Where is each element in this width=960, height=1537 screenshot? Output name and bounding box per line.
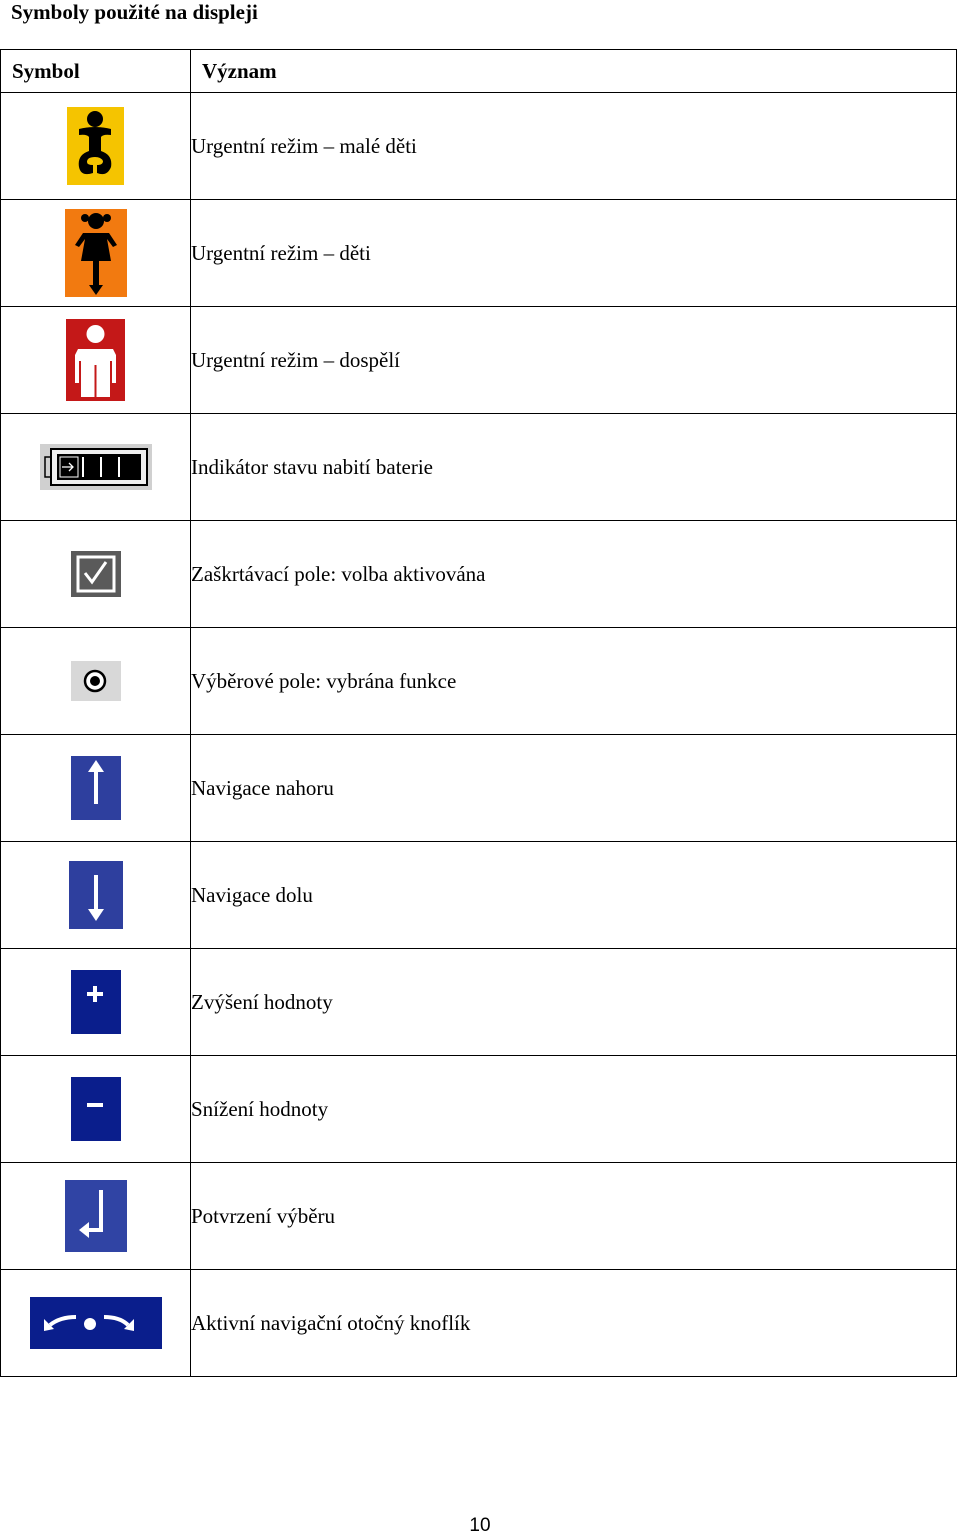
infant-icon (67, 107, 124, 185)
arrow-up-icon (71, 756, 121, 820)
table-row (1, 1056, 957, 1163)
symbols-table (0, 49, 957, 1377)
column-header-symbol: Symbol (1, 50, 191, 93)
enter-icon (65, 1180, 127, 1252)
row-label: Navigace dolu (191, 842, 957, 949)
row-label: Urgentní režim – dospělí (191, 307, 957, 414)
row-label: Urgentní režim – děti (191, 200, 957, 307)
table-header-row (1, 50, 957, 93)
plus-icon (71, 970, 121, 1034)
row-label: Navigace nahoru (191, 735, 957, 842)
table-row (1, 842, 957, 949)
arrow-down-icon (69, 861, 123, 929)
table-row (1, 1163, 957, 1270)
row-label: Zaškrtávací pole: volba aktivována (191, 521, 957, 628)
row-label: Výběrové pole: vybrána funkce (191, 628, 957, 735)
adult-icon (66, 319, 125, 401)
row-label: Zvýšení hodnoty (191, 949, 957, 1056)
minus-icon (71, 1077, 121, 1141)
rotary-knob-icon (30, 1297, 162, 1349)
row-label: Aktivní navigační otočný knoflík (191, 1270, 957, 1377)
column-header-meaning: Význam (191, 50, 957, 93)
checkbox-checked-icon (71, 551, 121, 597)
row-label: Urgentní režim – malé děti (191, 93, 957, 200)
radio-selected-icon (71, 661, 121, 701)
table-row (1, 93, 957, 200)
table-row (1, 1270, 957, 1377)
table-row (1, 414, 957, 521)
row-label: Potvrzení výběru (191, 1163, 957, 1270)
table-row (1, 628, 957, 735)
child-icon (65, 209, 127, 297)
battery-icon (40, 444, 152, 490)
table-row (1, 735, 957, 842)
table-row (1, 521, 957, 628)
row-label: Snížení hodnoty (191, 1056, 957, 1163)
table-row (1, 949, 957, 1056)
table-row (1, 307, 957, 414)
row-label: Indikátor stavu nabití baterie (191, 414, 957, 521)
section-heading: Symboly použité na displeji (11, 0, 258, 24)
page-number: 10 (469, 1515, 491, 1536)
table-row (1, 200, 957, 307)
